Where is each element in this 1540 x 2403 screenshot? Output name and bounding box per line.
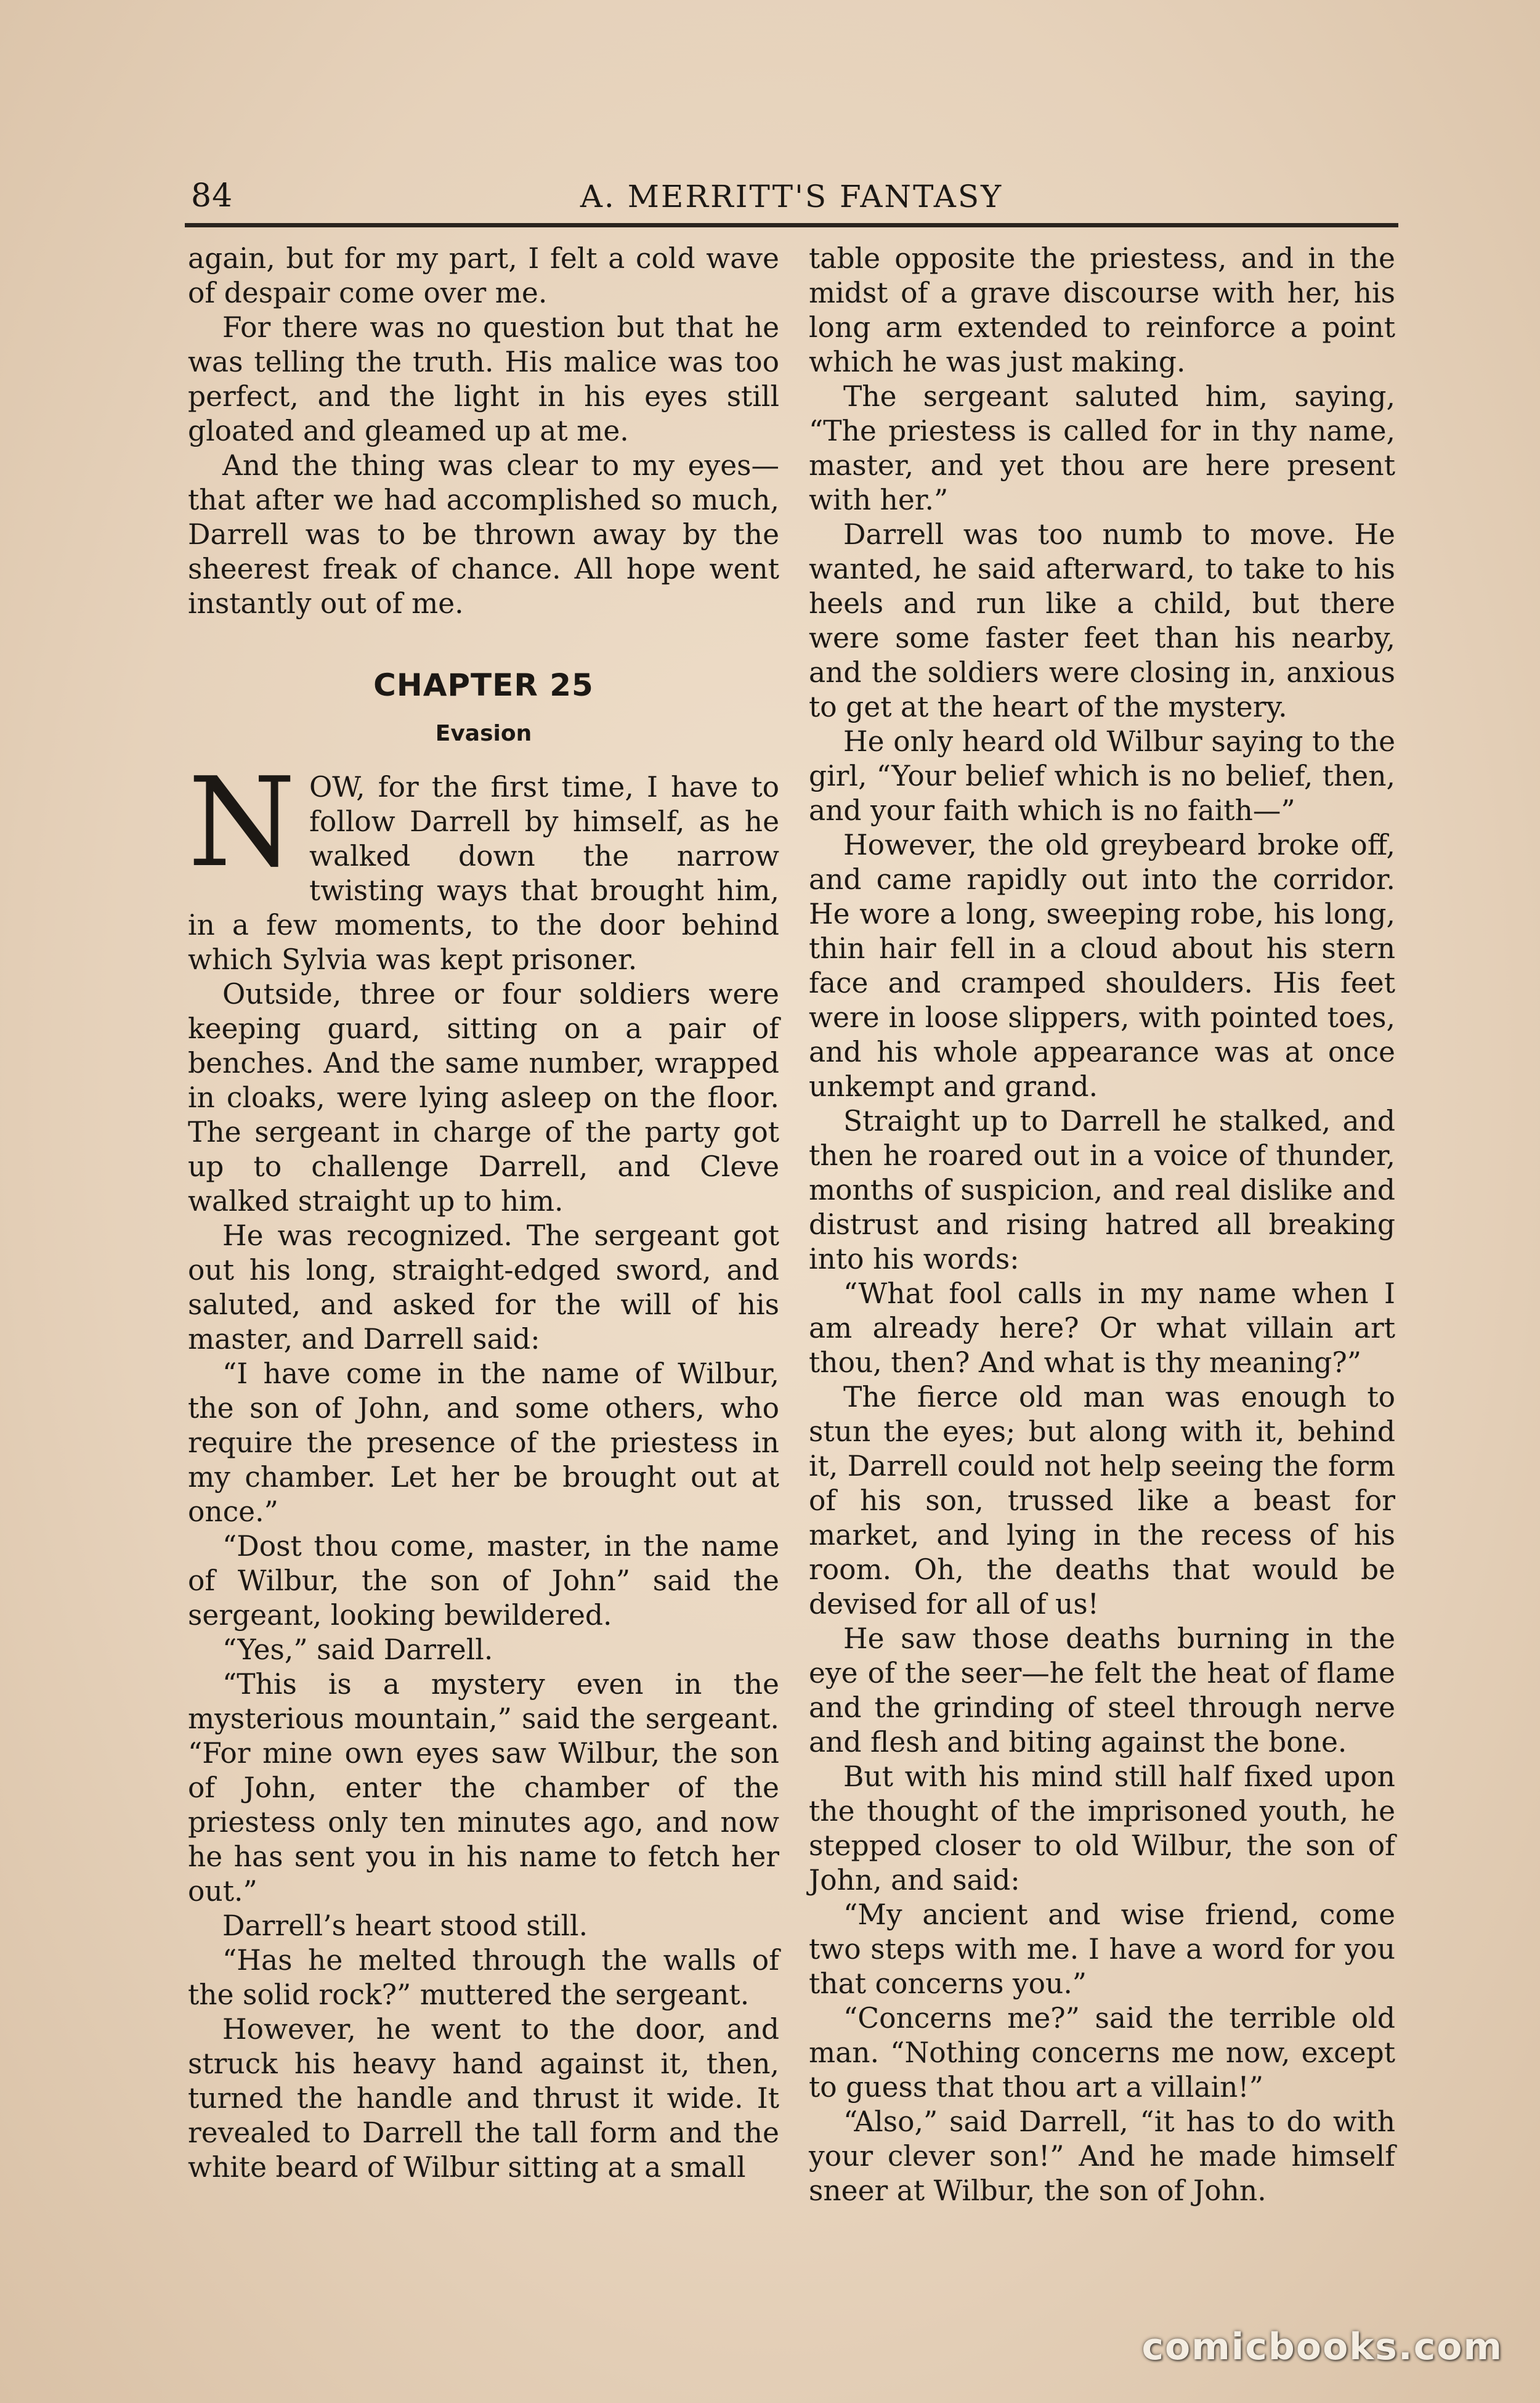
paragraph: He saw those deaths burning in the eye of the seer—he felt the heat of flame and the grinding of steel through nerve and flesh and biting against the bone. bbox=[809, 1622, 1395, 1759]
paragraph: Darrell was too numb to move. He wanted, he said afterward, to take to his heels and run like a child, but there were some faster feet than his nearby, and the soldiers were closing in, anxious to get at the heart of the mystery. bbox=[809, 518, 1395, 723]
paragraph: The sergeant saluted him, saying, “The priestess is called for in thy name, master, and yet thou are here present with her.” bbox=[809, 380, 1395, 516]
paragraph: table opposite the priestess, and in the midst of a grave discourse with her, his long arm extended to reinforce a point which he was just making. bbox=[809, 242, 1395, 378]
paragraph: “Also,” said Darrell, “it has to do with your clever son!” And he made himself sneer at Wilbur, the son of John. bbox=[809, 2105, 1395, 2207]
paragraph: Outside, three or four soldiers were keeping guard, sitting on a pair of benches. And the same number, wrapped in cloaks, were lying asleep on the floor. The sergeant in charge of the party got up to challenge Darrell, and Cleve walked straight up to him. bbox=[188, 978, 779, 1218]
paragraph: Straight up to Darrell he stalked, and then he roared out in a voice of thunder, months of suspicion, and real dislike and distrust and rising hatred all breaking into his words: bbox=[809, 1105, 1395, 1275]
paragraph: Darrell’s heart stood still. bbox=[222, 1909, 588, 1942]
paragraph: He only heard old Wilbur saying to the girl, “Your belief which is no belief, then, and your faith which is no faith—” bbox=[809, 725, 1395, 827]
chapter-subtitle: Evasion bbox=[435, 721, 532, 746]
drop-cap: N bbox=[188, 751, 296, 895]
paragraph: “Yes,” said Darrell. bbox=[222, 1633, 493, 1666]
chapter-title: CHAPTER 25 bbox=[373, 667, 594, 703]
left-column bbox=[188, 242, 779, 2185]
page-number: 84 bbox=[191, 177, 233, 214]
paragraph: However, the old greybeard broke off, and came rapidly out into the corridor. He wore a long, sweeping robe, his long, thin hair fell in a cloud about his stern face and cramped shoulders. His feet were in loose slippers, with pointed toes, and his whole appearance was at once unkempt and grand. bbox=[809, 829, 1395, 1103]
paragraph: “Has he melted through the walls of the solid rock?” muttered the sergeant. bbox=[188, 1944, 779, 2011]
paragraph: “I have come in the name of Wilbur, the son of John, and some others, who require the presence of the priestess in my chamber. Let her be brought out at once.” bbox=[188, 1357, 779, 1528]
paragraph: And the thing was clear to my eyes—that after we had accomplished so much, Darrell was to be thrown away by the sheerest freak of chance. All hope went instantly out of me. bbox=[188, 449, 779, 620]
running-title: A. MERRITT'S FANTASY bbox=[580, 179, 1003, 214]
paragraph: “What fool calls in my name when I am already here? Or what villain art thou, then? And what is thy meaning?” bbox=[809, 1277, 1395, 1379]
paragraph: However, he went to the door, and struck his heavy hand against it, then, turned the handle and thrust it wide. It revealed to Darrell the tall form and the white beard of Wilbur sitting at a small bbox=[188, 2013, 779, 2184]
watermark: comicbooks.com bbox=[1141, 2325, 1503, 2368]
paragraph: The fierce old man was enough to stun the eyes; but along with it, behind it, Darrell could not help seeing the form of his son, trussed like a beast for market, and lying in the recess of his room. Oh, the deaths that would be devised for all of us! bbox=[809, 1381, 1395, 1620]
paragraph: But with his mind still half fixed upon the thought of the imprisoned youth, he stepped closer to old Wilbur, the son of John, and said: bbox=[809, 1760, 1395, 1897]
opening-text: OW, for the first time, I have to follow Darrell by himself, as he walked down the narrow twisting ways that brought him, in a few moments, to the door behind which Sylvia was kept prisoner. bbox=[188, 771, 779, 976]
paragraph: He was recognized. The sergeant got out his long, straight-edged sword, and saluted, and asked for the will of his master, and Darrell said: bbox=[188, 1219, 779, 1356]
page-header bbox=[185, 177, 1398, 218]
paragraph: “Dost thou come, master, in the name of Wilbur, the son of John” said the sergeant, looking bewildered. bbox=[188, 1530, 779, 1632]
right-column bbox=[809, 242, 1395, 2208]
paragraph: again, but for my part, I felt a cold wave of despair come over me. bbox=[188, 242, 779, 309]
header-rule bbox=[185, 223, 1398, 227]
paragraph: “Concerns me?” said the terrible old man. “Nothing concerns me now, except to guess that thou art a villain!” bbox=[809, 2002, 1395, 2104]
paragraph: “My ancient and wise friend, come two steps with me. I have a word for you that concerns you.” bbox=[809, 1898, 1395, 2000]
paragraph: For there was no question but that he was telling the truth. His malice was too perfect, and the light in his eyes still gloated and gleamed up at me. bbox=[188, 311, 779, 447]
paragraph: “This is a mystery even in the mysterious mountain,” said the sergeant. “For mine own eyes saw Wilbur, the son of John, enter the chamber of the priestess only ten minutes ago, and now he has sent you in his name to fetch her out.” bbox=[188, 1668, 779, 1908]
opening-paragraph bbox=[188, 751, 779, 977]
